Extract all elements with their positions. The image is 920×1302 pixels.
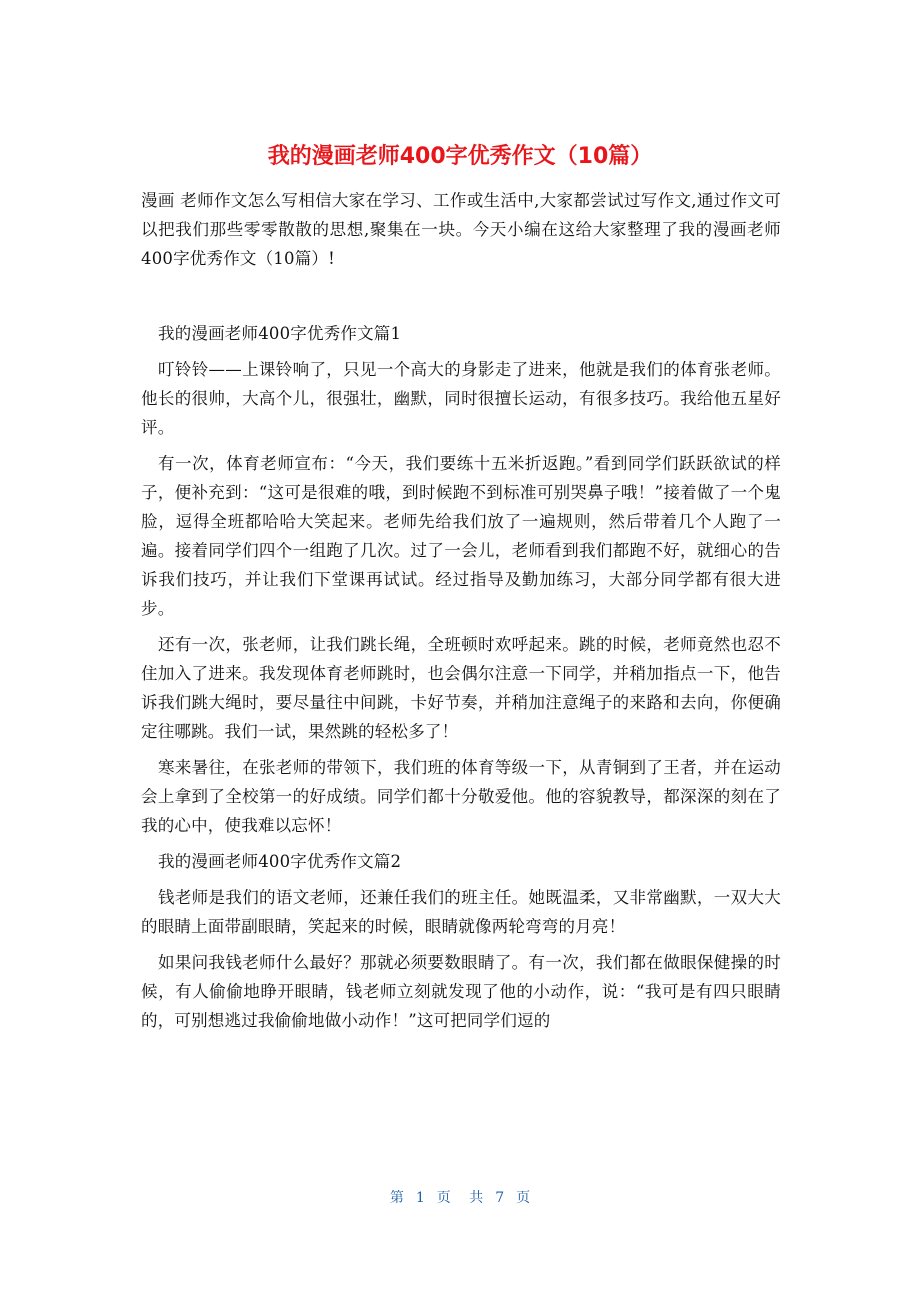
footer-end-label: 页 bbox=[516, 1190, 531, 1206]
paragraph: 叮铃铃——上课铃响了，只见一个高大的身影走了进来，他就是我们的体育张老师。他长的很帅，大高个儿，很强壮，幽默，同时很擅长运动，有很多技巧。我给他五星好评。 bbox=[141, 360, 781, 437]
paragraph: 如果问我钱老师什么最好？那就必须要数眼睛了。有一次，我们都在做眼保健操的时候，有人偷偷地睁开眼睛，钱老师立刻就发现了他的小动作，说：“我可是有四只眼睛的，可别想逃过我偷偷地做小动作！”这可把同学们逗的 bbox=[141, 953, 781, 1030]
footer-page-label: 第 bbox=[389, 1190, 404, 1206]
document-body bbox=[141, 186, 781, 1042]
paragraph: 还有一次，张老师，让我们跳长绳，全班顿时欢呼起来。跳的时候，老师竟然也忍不住加入了进来。我发现体育老师跳时，也会偶尔注意一下同学，并稍加指点一下，他告诉我们跳大绳时，要尽量往中间跳，卡好节奏，并稍加注意绳子的来路和去向，你便确定往哪跳。我们一试，果然跳的轻松多了！ bbox=[141, 635, 781, 741]
paragraph: 有一次，体育老师宣布：“今天，我们要练十五米折返跑。”看到同学们跃跃欲试的样子，便补充到：“这可是很难的哦，到时候跑不到标准可别哭鼻子哦！”接着做了一个鬼脸，逗得全班都哈哈大笑起来。老师先给我们放了一遍规则，然后带着几个人跑了一遍。接着同学们四个一组跑了几次。过了一会儿，老师看到我们都跑不好，就细心的告诉我们技巧，并让我们下堂课再试试。经过指导及勤加练习，大部分同学都有很大进步。 bbox=[141, 454, 781, 618]
footer-current-page: 1 bbox=[415, 1190, 425, 1206]
footer-total-label: 页 共 bbox=[436, 1190, 484, 1206]
footer-total-pages: 7 bbox=[495, 1190, 505, 1206]
document-title: 我的漫画老师400字优秀作文（10篇） bbox=[267, 144, 653, 169]
page-footer bbox=[0, 1187, 920, 1207]
paragraph: 寒来暑往，在张老师的带领下，我们班的体育等级一下，从青铜到了王者，并在运动会上拿到了全校第一的好成绩。同学们都十分敬爱他。他的容貌教导，都深深的刻在了我的心中，使我难以忘怀！ bbox=[141, 758, 781, 835]
intro-paragraph: 漫画 老师作文怎么写相信大家在学习、工作或生活中,大家都尝试过写作文,通过作文可以把我们那些零零散散的思想,聚集在一块。今天小编在这给大家整理了我的漫画老师400字优秀作文（10篇）! bbox=[141, 191, 781, 268]
section-heading: 我的漫画老师400字优秀作文篇1 bbox=[158, 324, 402, 343]
section-heading: 我的漫画老师400字优秀作文篇2 bbox=[158, 852, 402, 871]
paragraph: 钱老师是我们的语文老师，还兼任我们的班主任。她既温柔，又非常幽默，一双大大的眼睛上面带副眼睛，笑起来的时候，眼睛就像两轮弯弯的月亮！ bbox=[141, 888, 781, 936]
